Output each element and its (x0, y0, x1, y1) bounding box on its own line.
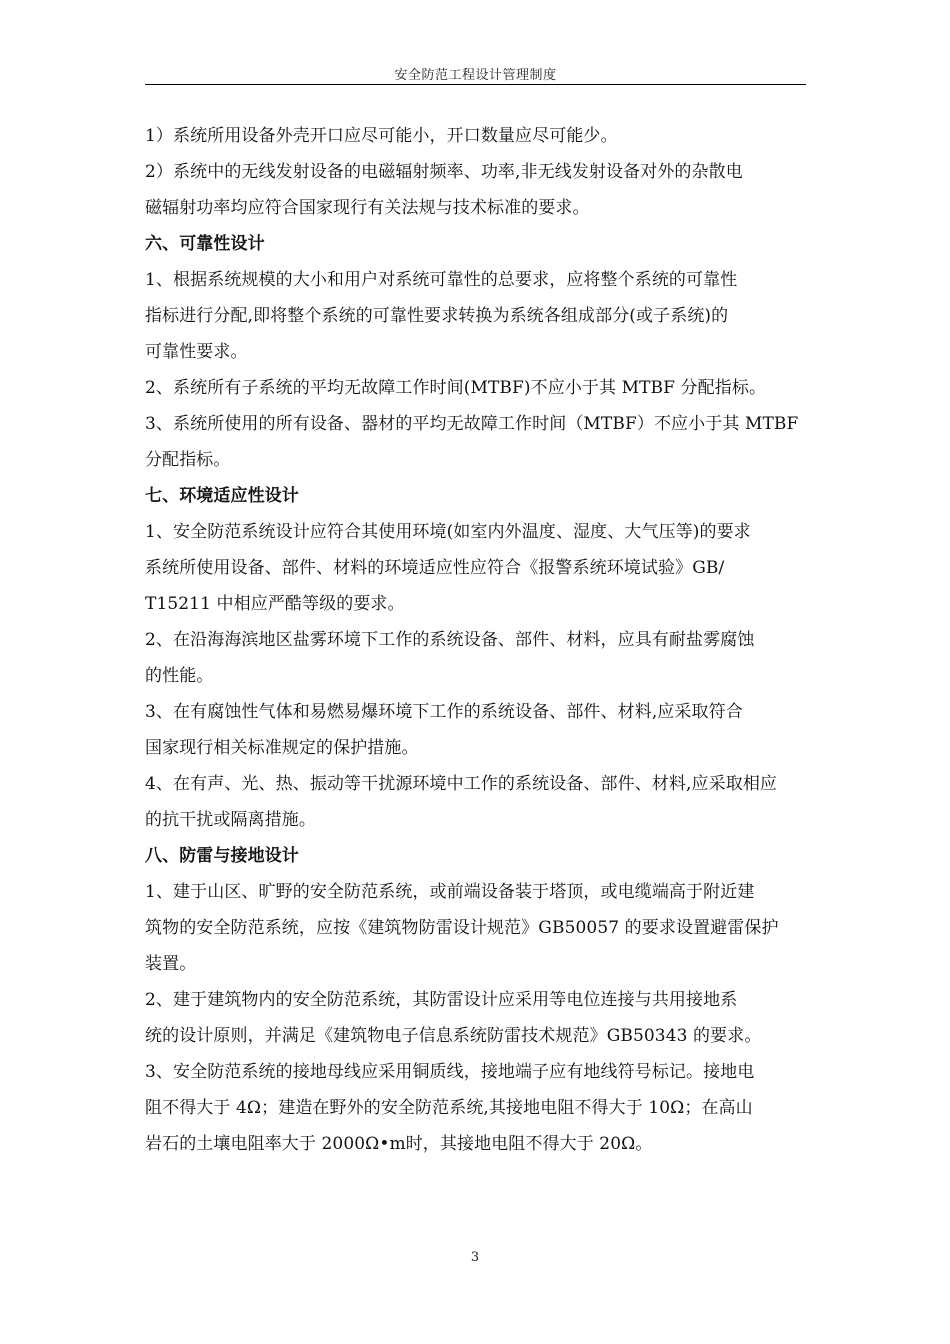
paragraph-line: 1、建于山区、旷野的安全防范系统，或前端设备装于塔顶，或电缆端高于附近建 (145, 882, 755, 902)
paragraph-line: 统的设计原则，并满足《建筑物电子信息系统防雷技术规范》GB50343 的要求。 (145, 1026, 762, 1046)
paragraph-line: 的性能。 (145, 666, 214, 686)
paragraph-line: 2、系统所有子系统的平均无故障工作时间(MTBF)不应小于其 MTBF 分配指标。 (145, 378, 767, 398)
paragraph-line: 2、在沿海海滨地区盐雾环境下工作的系统设备、部件、材料，应具有耐盐雾腐蚀 (145, 630, 755, 650)
paragraph-line: 国家现行相关标准规定的保护措施。 (145, 738, 419, 758)
paragraph-line: 系统所使用设备、部件、材料的环境适应性应符合《报警系统环境试验》GB/ (145, 558, 725, 578)
paragraph-line: 1、根据系统规模的大小和用户对系统可靠性的总要求，应将整个系统的可靠性 (145, 270, 738, 290)
paragraph-line: 磁辐射功率均应符合国家现行有关法规与技术标准的要求。 (145, 198, 590, 218)
paragraph-line: 2、建于建筑物内的安全防范系统，其防雷设计应采用等电位连接与共用接地系 (145, 990, 738, 1010)
page-number: 3 (470, 1250, 480, 1265)
paragraph-line: 4、在有声、光、热、振动等干扰源环境中工作的系统设备、部件、材料,应采取相应 (145, 774, 778, 794)
document-body (145, 118, 806, 1162)
section-heading: 七、环境适应性设计 (145, 486, 299, 506)
paragraph-line: 1、安全防范系统设计应符合其使用环境(如室内外温度、湿度、大气压等)的要求 (145, 522, 751, 542)
paragraph-line: 1）系统所用设备外壳开口应尽可能小，开口数量应尽可能少。 (145, 126, 618, 146)
paragraph-line: 可靠性要求。 (145, 342, 248, 362)
paragraph-line: 岩石的土壤电阻率大于 2000Ω•m时，其接地电阻不得大于 20Ω。 (145, 1134, 653, 1154)
paragraph-line: 指标进行分配,即将整个系统的可靠性要求转换为系统各组成部分(或子系统)的 (145, 306, 729, 326)
paragraph-line: 2）系统中的无线发射设备的电磁辐射频率、功率,非无线发射设备对外的杂散电 (145, 162, 743, 182)
paragraph-line: 的抗干扰或隔离措施。 (145, 810, 316, 830)
page-header-title: 安全防范工程设计管理制度 (394, 68, 557, 83)
paragraph-line: T15211 中相应严酷等级的要求。 (145, 594, 405, 614)
paragraph-line: 分配指标。 (145, 450, 231, 470)
paragraph-line: 筑物的安全防范系统，应按《建筑物防雷设计规范》GB50057 的要求设置避雷保护 (145, 918, 779, 938)
paragraph-line: 阻不得大于 4Ω；建造在野外的安全防范系统,其接地电阻不得大于 10Ω；在高山 (145, 1098, 753, 1118)
paragraph-line: 3、在有腐蚀性气体和易燃易爆环境下工作的系统设备、部件、材料,应采取符合 (145, 702, 743, 722)
paragraph-line: 3、安全防范系统的接地母线应采用铜质线，接地端子应有地线符号标记。接地电 (145, 1062, 755, 1082)
section-heading: 八、防雷与接地设计 (145, 846, 299, 866)
section-heading: 六、可靠性设计 (145, 234, 265, 254)
paragraph-line: 3、系统所使用的所有设备、器材的平均无故障工作时间（MTBF）不应小于其 MTBF (145, 414, 799, 434)
paragraph-line: 装置。 (145, 954, 197, 974)
header-divider (145, 84, 806, 85)
